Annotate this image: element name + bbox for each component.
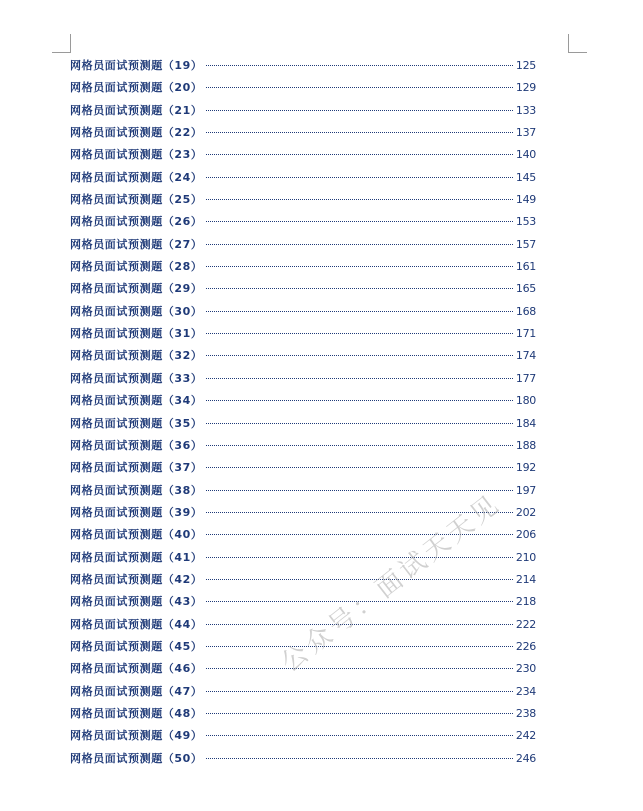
toc-entry-page-number: 149 <box>515 193 536 207</box>
toc-entry[interactable] <box>70 323 536 345</box>
toc-entry-page-number: 210 <box>515 550 536 564</box>
toc-entry[interactable] <box>70 748 536 770</box>
toc-entry-page-number: 174 <box>515 349 536 363</box>
toc-entry-title: 网格员面试预测题（37） <box>70 461 203 475</box>
toc-entry[interactable] <box>70 256 536 278</box>
toc-entry-title: 网格员面试预测题（26） <box>70 215 203 229</box>
toc-entry-page-number: 153 <box>515 215 536 229</box>
toc-entry[interactable] <box>70 390 536 412</box>
toc-entry[interactable] <box>70 77 536 99</box>
toc-leader-dots <box>206 713 513 714</box>
toc-entry-title: 网格员面试预测题（31） <box>70 327 203 341</box>
toc-entry-page-number: 197 <box>515 483 536 497</box>
toc-entry-page-number: 137 <box>515 126 536 140</box>
toc-entry-title: 网格员面试预测题（30） <box>70 304 203 318</box>
toc-entry[interactable] <box>70 725 536 747</box>
toc-entry-title: 网格员面试预测题（49） <box>70 729 203 743</box>
toc-entry[interactable] <box>70 100 536 122</box>
toc-entry[interactable] <box>70 144 536 166</box>
toc-entry-title: 网格员面试预测题（35） <box>70 416 203 430</box>
toc-leader-dots <box>206 735 513 736</box>
toc-leader-dots <box>206 691 513 692</box>
toc-leader-dots <box>206 311 513 312</box>
toc-entry-title: 网格员面试预测题（25） <box>70 193 203 207</box>
toc-entry[interactable] <box>70 301 536 323</box>
toc-entry-page-number: 234 <box>515 684 536 698</box>
toc-entry-page-number: 214 <box>515 572 536 586</box>
toc-leader-dots <box>206 288 513 289</box>
toc-leader-dots <box>206 333 513 334</box>
toc-entry-page-number: 133 <box>515 103 536 117</box>
watermark: 公众号：面试天天见 <box>275 488 507 679</box>
toc-entry-title: 网格员面试预测题（42） <box>70 572 203 586</box>
toc-entry-title: 网格员面试预测题（39） <box>70 505 203 519</box>
toc-entry[interactable] <box>70 345 536 367</box>
toc-leader-dots <box>206 110 513 111</box>
toc-entry[interactable] <box>70 278 536 300</box>
toc-entry-page-number: 171 <box>515 327 536 341</box>
toc-leader-dots <box>206 177 513 178</box>
toc-leader-dots <box>206 668 513 669</box>
toc-entry-title: 网格员面试预测题（40） <box>70 528 203 542</box>
toc-entry[interactable] <box>70 457 536 479</box>
toc-entry-page-number: 242 <box>515 729 536 743</box>
toc-leader-dots <box>206 378 513 379</box>
toc-entry-page-number: 165 <box>515 282 536 296</box>
toc-entry-page-number: 125 <box>515 59 536 72</box>
toc-entry[interactable] <box>70 703 536 725</box>
toc-entry-title: 网格员面试预测题（32） <box>70 349 203 363</box>
toc-entry-page-number: 145 <box>515 170 536 184</box>
toc-entry-page-number: 206 <box>515 528 536 542</box>
toc-leader-dots <box>206 400 513 401</box>
toc-entry-title: 网格员面试预测题（45） <box>70 639 203 653</box>
toc-entry-page-number: 188 <box>515 438 536 452</box>
toc-entry-page-number: 180 <box>515 394 536 408</box>
toc-entry-page-number: 202 <box>515 505 536 519</box>
toc-entry-page-number: 140 <box>515 148 536 162</box>
toc-leader-dots <box>206 132 513 133</box>
toc-entry-title: 网格员面试预测题（38） <box>70 483 203 497</box>
toc-entry[interactable] <box>70 413 536 435</box>
toc-entry-page-number: 222 <box>515 617 536 631</box>
toc-entry[interactable] <box>70 122 536 144</box>
toc-leader-dots <box>206 490 513 491</box>
toc-entry[interactable] <box>70 55 536 77</box>
toc-entry-title: 网格员面试预测题（41） <box>70 550 203 564</box>
toc-entry[interactable] <box>70 189 536 211</box>
toc-entry-title: 网格员面试预测题（29） <box>70 282 203 296</box>
toc-leader-dots <box>206 199 513 200</box>
toc-leader-dots <box>206 65 513 66</box>
page-corner-mark-left <box>52 34 71 53</box>
toc-entry-page-number: 177 <box>515 371 536 385</box>
toc-entry[interactable] <box>70 234 536 256</box>
toc-entry-title: 网格员面试预测题（36） <box>70 438 203 452</box>
toc-entry[interactable] <box>70 681 536 703</box>
toc-entry-title: 网格员面试预测题（48） <box>70 706 203 720</box>
toc-leader-dots <box>206 445 513 446</box>
toc-entry-title: 网格员面试预测题（44） <box>70 617 203 631</box>
toc-entry-page-number: 184 <box>515 416 536 430</box>
toc-leader-dots <box>206 154 513 155</box>
toc-entry-page-number: 246 <box>515 751 536 765</box>
toc-entry[interactable] <box>70 211 536 233</box>
toc-leader-dots <box>206 579 513 580</box>
toc-entry[interactable] <box>70 569 536 591</box>
toc-entry-title: 网格员面试预测题（46） <box>70 662 203 676</box>
toc-entry-page-number: 226 <box>515 639 536 653</box>
toc-leader-dots <box>206 646 513 647</box>
toc-leader-dots <box>206 423 513 424</box>
toc-entry[interactable] <box>70 591 536 613</box>
toc-leader-dots <box>206 244 513 245</box>
toc-leader-dots <box>206 266 513 267</box>
toc-entry-page-number: 161 <box>515 260 536 274</box>
toc-leader-dots <box>206 467 513 468</box>
toc-leader-dots <box>206 221 513 222</box>
toc-entry-page-number: 238 <box>515 706 536 720</box>
toc-entry-title: 网格员面试预测题（20） <box>70 81 203 95</box>
toc-entry-page-number: 218 <box>515 595 536 609</box>
toc-entry-title: 网格员面试预测题（19） <box>70 59 203 72</box>
toc-leader-dots <box>206 557 513 558</box>
toc-entry-title: 网格员面试预测题（23） <box>70 148 203 162</box>
toc-entry-title: 网格员面试预测题（43） <box>70 595 203 609</box>
toc-entry-title: 网格员面试预测题（24） <box>70 170 203 184</box>
toc-entry[interactable] <box>70 435 536 457</box>
toc-entry-title: 网格员面试预测题（28） <box>70 260 203 274</box>
toc-leader-dots <box>206 758 513 759</box>
toc-entry-page-number: 129 <box>515 81 536 95</box>
toc-entry-title: 网格员面试预测题（21） <box>70 103 203 117</box>
toc-entry[interactable] <box>70 368 536 390</box>
toc-entry-title: 网格员面试预测题（50） <box>70 751 203 765</box>
toc-entry[interactable] <box>70 547 536 569</box>
toc-leader-dots <box>206 87 513 88</box>
toc-entry-title: 网格员面试预测题（33） <box>70 371 203 385</box>
toc-entry-title: 网格员面试预测题（22） <box>70 126 203 140</box>
toc-entry-page-number: 192 <box>515 461 536 475</box>
toc-entry-title: 网格员面试预测题（27） <box>70 237 203 251</box>
toc-entry-page-number: 157 <box>515 237 536 251</box>
toc-entry[interactable] <box>70 167 536 189</box>
toc-leader-dots <box>206 355 513 356</box>
toc-entry-page-number: 230 <box>515 662 536 676</box>
toc-entry-title: 网格员面试预测题（47） <box>70 684 203 698</box>
toc-entry-title: 网格员面试预测题（34） <box>70 394 203 408</box>
page-corner-mark-right <box>568 34 587 53</box>
toc-entry-page-number: 168 <box>515 304 536 318</box>
